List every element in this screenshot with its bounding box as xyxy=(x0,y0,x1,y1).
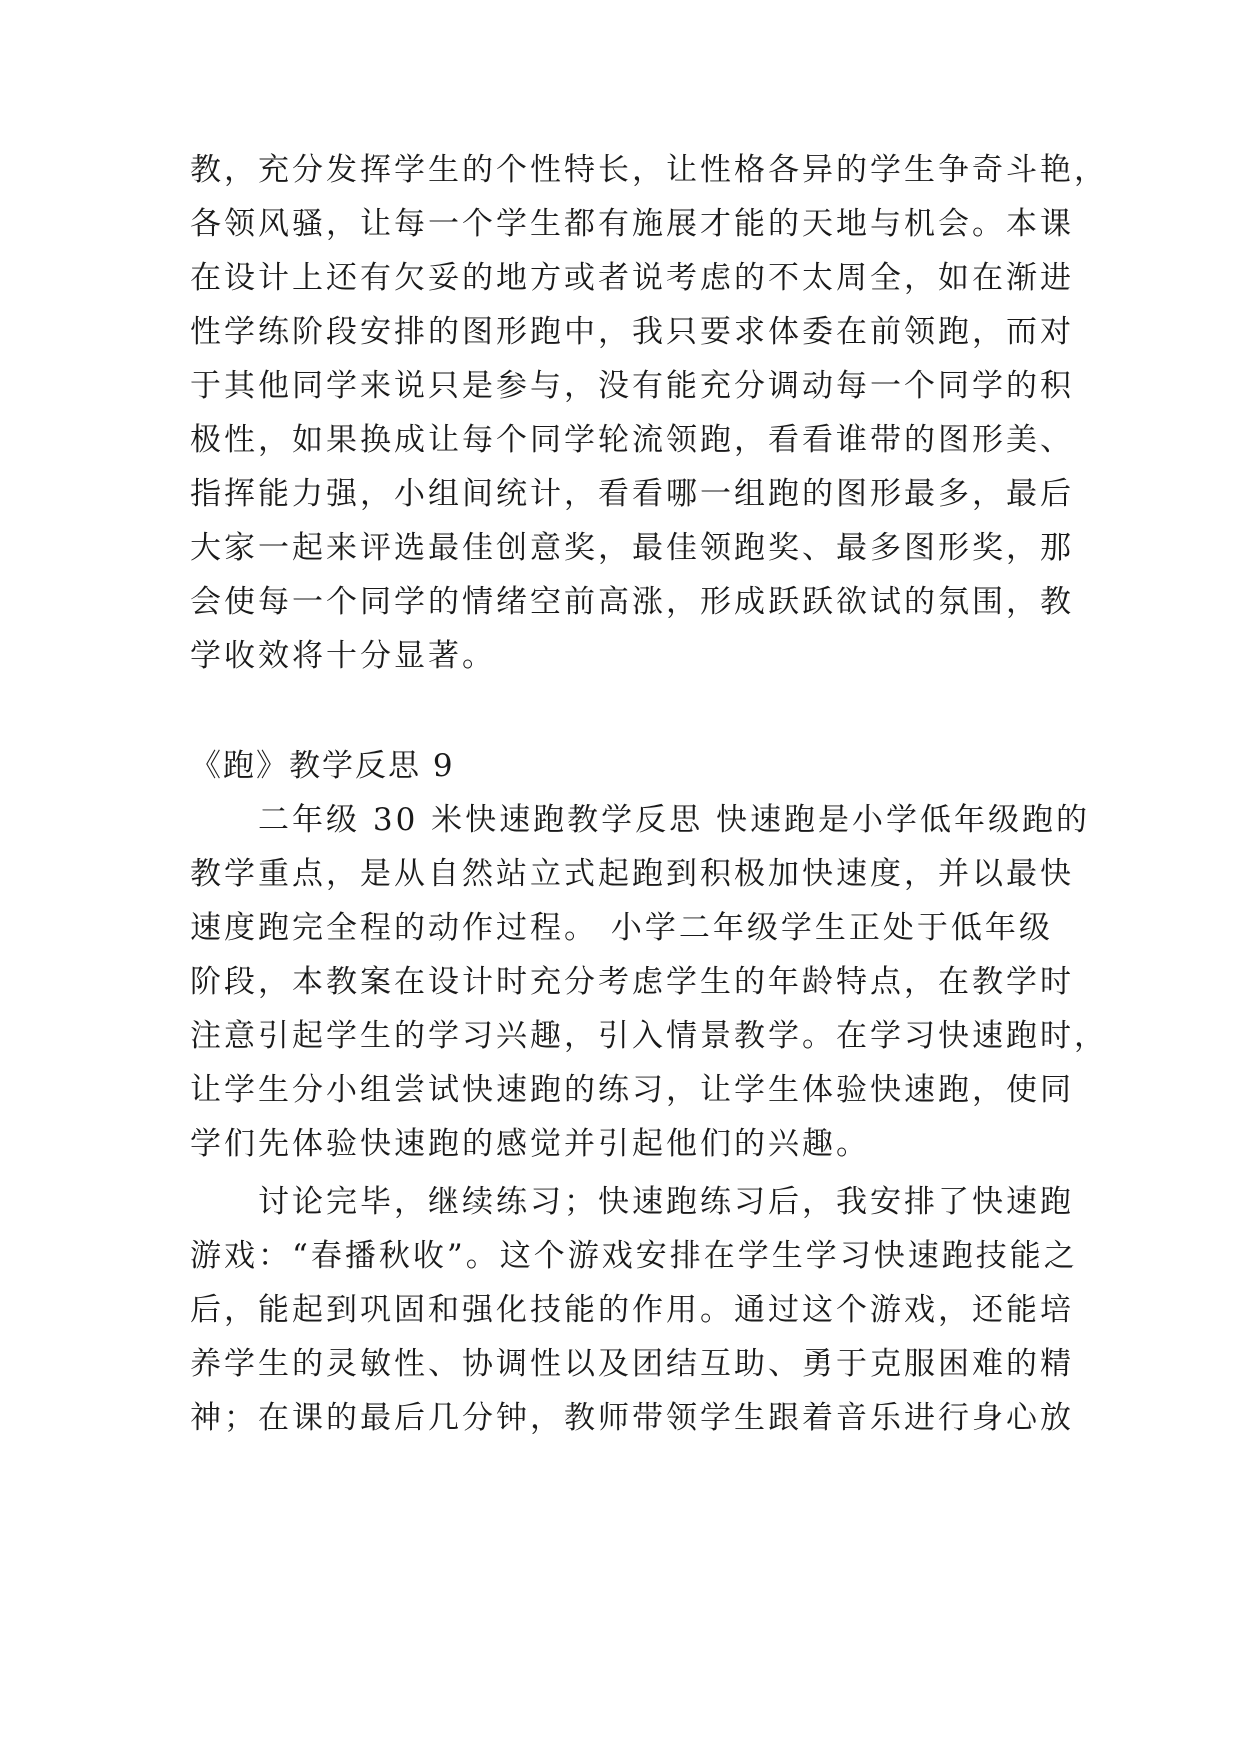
text-line: 学收效将十分显著。 xyxy=(190,638,496,674)
text-line: 注意引起学生的学习兴趣，引入情景教学。在学习快速跑时， xyxy=(190,1018,1108,1054)
text-line: 阶段，本教案在设计时充分考虑学生的年龄特点，在教学时 xyxy=(190,964,1074,1000)
text-line: 教学重点，是从自然站立式起跑到积极加快速度，并以最快 xyxy=(190,856,1074,892)
text-line: 在设计上还有欠妥的地方或者说考虑的不太周全，如在渐进 xyxy=(190,260,1074,296)
text-line: 教，充分发挥学生的个性特长，让性格各异的学生争奇斗艳， xyxy=(190,152,1108,188)
text-line: 让学生分小组尝试快速跑的练习，让学生体验快速跑，使同 xyxy=(190,1072,1074,1108)
text-line: 游戏：“春播秋收”。这个游戏安排在学生学习快速跑技能之 xyxy=(190,1238,1078,1274)
text-line: 神；在课的最后几分钟，教师带领学生跟着音乐进行身心放 xyxy=(190,1400,1074,1436)
text-line: 学们先体验快速跑的感觉并引起他们的兴趣。 xyxy=(190,1126,870,1162)
text-line: 会使每一个同学的情绪空前高涨，形成跃跃欲试的氛围，教 xyxy=(190,584,1074,620)
text-line: 养学生的灵敏性、协调性以及团结互助、勇于克服困难的精 xyxy=(190,1346,1074,1382)
text-line: 各领风骚，让每一个学生都有施展才能的天地与机会。本课 xyxy=(190,206,1074,242)
text-line: 性学练阶段安排的图形跑中，我只要求体委在前领跑，而对 xyxy=(190,314,1074,350)
section-heading: 《跑》教学反思 9 xyxy=(190,748,455,784)
text-line: 后，能起到巩固和强化技能的作用。通过这个游戏，还能培 xyxy=(190,1292,1074,1328)
text-line: 讨论完毕，继续练习；快速跑练习后，我安排了快速跑 xyxy=(190,1184,1074,1220)
text-line: 二年级 30 米快速跑教学反思 快速跑是小学低年级跑的 xyxy=(190,802,1091,838)
text-line: 于其他同学来说只是参与，没有能充分调动每一个同学的积 xyxy=(190,368,1074,404)
text-line: 极性，如果换成让每个同学轮流领跑，看看谁带的图形美、 xyxy=(190,422,1074,458)
text-line: 大家一起来评选最佳创意奖，最佳领跑奖、最多图形奖，那 xyxy=(190,530,1074,566)
text-line: 速度跑完全程的动作过程。 小学二年级学生正处于低年级 xyxy=(190,910,1053,946)
text-line: 指挥能力强，小组间统计，看看哪一组跑的图形最多，最后 xyxy=(190,476,1074,512)
